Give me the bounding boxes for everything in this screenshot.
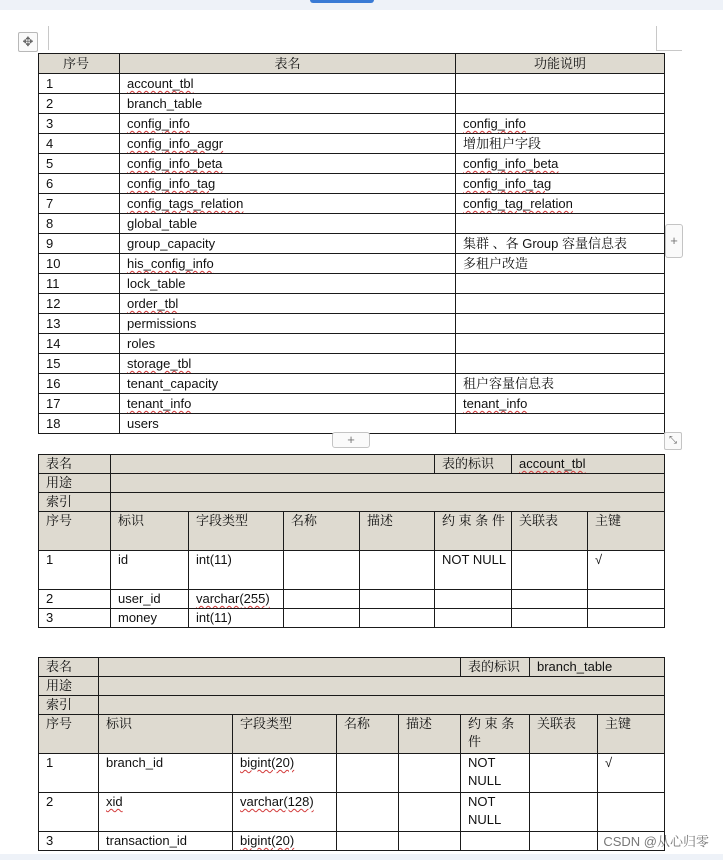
field-row [39, 754, 665, 793]
meta-row-name [39, 455, 665, 474]
table-row [39, 154, 665, 174]
cell-desc [399, 754, 461, 793]
header-col-pk: 主键 [598, 715, 665, 754]
cell-table-name: permissions [120, 314, 456, 334]
value-purpose [99, 677, 665, 696]
cell-constraint [461, 832, 530, 851]
cell-primary-key [588, 590, 665, 609]
cell-function-desc: config_info_tag [456, 174, 665, 194]
cell-no: 1 [39, 754, 99, 793]
cell-table-name: config_tags_relation [120, 194, 456, 214]
label-table-identifier: 表的标识 [461, 658, 530, 677]
add-row-button[interactable]: + [332, 432, 370, 448]
cell-no: 2 [39, 590, 111, 609]
cell-no: 4 [39, 134, 120, 154]
cell-function-desc [456, 94, 665, 114]
page-margin-mark-left [48, 26, 49, 50]
cell-constraint: NOT NULL [435, 551, 512, 590]
page-margin-mark-right-h [656, 50, 682, 51]
field-header-row [39, 715, 665, 754]
cell-name [284, 551, 360, 590]
table-row [39, 314, 665, 334]
cell-table-name: group_capacity [120, 234, 456, 254]
cell-related-table [530, 754, 598, 793]
cell-no: 5 [39, 154, 120, 174]
table-row [39, 94, 665, 114]
table-row [39, 234, 665, 254]
cell-table-name: storage_tbl [120, 354, 456, 374]
table-index-header-row [39, 54, 665, 74]
cell-no: 16 [39, 374, 120, 394]
table-row [39, 414, 665, 434]
cell-table-name: order_tbl [120, 294, 456, 314]
cell-name [284, 609, 360, 628]
cell-desc [360, 590, 435, 609]
label-purpose: 用途 [39, 677, 99, 696]
cell-constraint [435, 609, 512, 628]
label-purpose: 用途 [39, 474, 111, 493]
cell-primary-key: √ [598, 754, 665, 793]
cell-identifier: id [111, 551, 189, 590]
cell-no: 3 [39, 609, 111, 628]
editor-bottom-bar [0, 854, 723, 860]
table-row [39, 274, 665, 294]
table-row [39, 334, 665, 354]
cell-field-type: varchar(255) [189, 590, 284, 609]
cell-related-table [512, 590, 588, 609]
header-function-desc: 功能说明 [456, 54, 665, 74]
label-index: 索引 [39, 493, 111, 512]
header-col-pk: 主键 [588, 512, 665, 551]
table-move-handle-icon[interactable]: ✥ [18, 32, 38, 52]
cell-table-name: users [120, 414, 456, 434]
cell-no: 7 [39, 194, 120, 214]
table-row [39, 134, 665, 154]
cell-function-desc: tenant_info [456, 394, 665, 414]
cell-function-desc [456, 274, 665, 294]
active-tab-indicator [310, 0, 374, 3]
header-col-name: 名称 [337, 715, 399, 754]
cell-constraint: NOT NULL [461, 793, 530, 832]
table-resize-handle-icon[interactable]: ⤡ [664, 432, 682, 450]
value-table-identifier: branch_table [530, 658, 665, 677]
cell-constraint [435, 590, 512, 609]
cell-function-desc: config_tag_relation [456, 194, 665, 214]
cell-table-name: his_config_info [120, 254, 456, 274]
cell-table-name: config_info [120, 114, 456, 134]
label-index: 索引 [39, 696, 99, 715]
header-col-rel: 关联表 [530, 715, 598, 754]
cell-no: 3 [39, 114, 120, 134]
cell-identifier: xid [99, 793, 233, 832]
header-col-constraint: 约 束 条 件 [435, 512, 512, 551]
cell-no: 11 [39, 274, 120, 294]
table-row [39, 214, 665, 234]
cell-constraint: NOT NULL [461, 754, 530, 793]
cell-function-desc [456, 314, 665, 334]
cell-table-name: roles [120, 334, 456, 354]
cell-identifier: branch_id [99, 754, 233, 793]
cell-function-desc: 集群 、各 Group 容量信息表 [456, 234, 665, 254]
cell-no: 15 [39, 354, 120, 374]
cell-primary-key: √ [588, 551, 665, 590]
csdn-watermark: CSDN @从心归零 [603, 834, 709, 849]
cell-primary-key [598, 793, 665, 832]
add-column-button[interactable]: + [665, 224, 683, 258]
header-col-desc: 描述 [360, 512, 435, 551]
cell-function-desc: 租户容量信息表 [456, 374, 665, 394]
field-row [39, 590, 665, 609]
cell-no: 17 [39, 394, 120, 414]
table-row [39, 174, 665, 194]
cell-no: 14 [39, 334, 120, 354]
header-col-ident: 标识 [111, 512, 189, 551]
cell-function-desc [456, 294, 665, 314]
cell-field-type: bigint(20) [233, 832, 337, 851]
meta-row-purpose [39, 677, 665, 696]
value-index [111, 493, 665, 512]
table-row [39, 394, 665, 414]
header-col-rel: 关联表 [512, 512, 588, 551]
cell-desc [360, 551, 435, 590]
cell-function-desc [456, 214, 665, 234]
cell-no: 2 [39, 793, 99, 832]
cell-function-desc: config_info [456, 114, 665, 134]
cell-identifier: money [111, 609, 189, 628]
label-table-name: 表名 [39, 455, 111, 474]
field-header-row [39, 512, 665, 551]
field-row [39, 793, 665, 832]
cell-field-type: varchar(128) [233, 793, 337, 832]
header-col-constraint: 约 束 条 件 [461, 715, 530, 754]
label-table-identifier: 表的标识 [435, 455, 512, 474]
cell-no: 8 [39, 214, 120, 234]
cell-field-type: bigint(20) [233, 754, 337, 793]
cell-table-name: tenant_capacity [120, 374, 456, 394]
table-row [39, 114, 665, 134]
cell-table-name: lock_table [120, 274, 456, 294]
header-col-type: 字段类型 [189, 512, 284, 551]
value-table-identifier: account_tbl [512, 455, 665, 474]
meta-row-name [39, 658, 665, 677]
cell-function-desc [456, 334, 665, 354]
header-col-no: 序号 [39, 512, 111, 551]
label-table-name: 表名 [39, 658, 99, 677]
cell-no: 6 [39, 174, 120, 194]
cell-no: 1 [39, 74, 120, 94]
cell-function-desc [456, 74, 665, 94]
cell-function-desc: 多租户改造 [456, 254, 665, 274]
cell-function-desc: config_info_beta [456, 154, 665, 174]
table-row [39, 194, 665, 214]
cell-table-name: account_tbl [120, 74, 456, 94]
cell-function-desc [456, 354, 665, 374]
cell-identifier: transaction_id [99, 832, 233, 851]
field-row [39, 832, 665, 851]
cell-name [337, 793, 399, 832]
header-no: 序号 [39, 54, 120, 74]
table-row [39, 354, 665, 374]
value-table-name [99, 658, 461, 677]
header-col-no: 序号 [39, 715, 99, 754]
cell-name [337, 754, 399, 793]
cell-no: 2 [39, 94, 120, 114]
table-row [39, 374, 665, 394]
table-row [39, 74, 665, 94]
cell-related-table [512, 609, 588, 628]
value-index [99, 696, 665, 715]
cell-no: 1 [39, 551, 111, 590]
cell-table-name: tenant_info [120, 394, 456, 414]
cell-desc [399, 793, 461, 832]
header-table-name: 表名 [120, 54, 456, 74]
header-col-type: 字段类型 [233, 715, 337, 754]
meta-row-index [39, 493, 665, 512]
table-account-tbl [38, 454, 665, 628]
meta-row-purpose [39, 474, 665, 493]
table-index [38, 53, 665, 434]
cell-table-name: config_info_aggr [120, 134, 456, 154]
cell-no: 9 [39, 234, 120, 254]
cell-name [337, 832, 399, 851]
field-row [39, 551, 665, 590]
cell-no: 10 [39, 254, 120, 274]
editor-top-bar [0, 0, 723, 10]
cell-related-table [530, 832, 598, 851]
table-row [39, 294, 665, 314]
table-row [39, 254, 665, 274]
header-col-name: 名称 [284, 512, 360, 551]
cell-function-desc: 增加租户字段 [456, 134, 665, 154]
header-col-desc: 描述 [399, 715, 461, 754]
cell-identifier: user_id [111, 590, 189, 609]
cell-name [284, 590, 360, 609]
cell-no: 13 [39, 314, 120, 334]
value-table-name [111, 455, 435, 474]
cell-primary-key [588, 609, 665, 628]
cell-table-name: branch_table [120, 94, 456, 114]
cell-no: 12 [39, 294, 120, 314]
cell-table-name: config_info_beta [120, 154, 456, 174]
field-row [39, 609, 665, 628]
meta-row-index [39, 696, 665, 715]
cell-table-name: global_table [120, 214, 456, 234]
table-branch-table [38, 657, 665, 851]
cell-table-name: config_info_tag [120, 174, 456, 194]
cell-related-table [512, 551, 588, 590]
cell-desc [360, 609, 435, 628]
value-purpose [111, 474, 665, 493]
cell-no: 3 [39, 832, 99, 851]
cell-field-type: int(11) [189, 551, 284, 590]
cell-desc [399, 832, 461, 851]
header-col-ident: 标识 [99, 715, 233, 754]
cell-function-desc [456, 414, 665, 434]
cell-no: 18 [39, 414, 120, 434]
page-margin-mark-right [656, 26, 657, 50]
cell-field-type: int(11) [189, 609, 284, 628]
cell-related-table [530, 793, 598, 832]
